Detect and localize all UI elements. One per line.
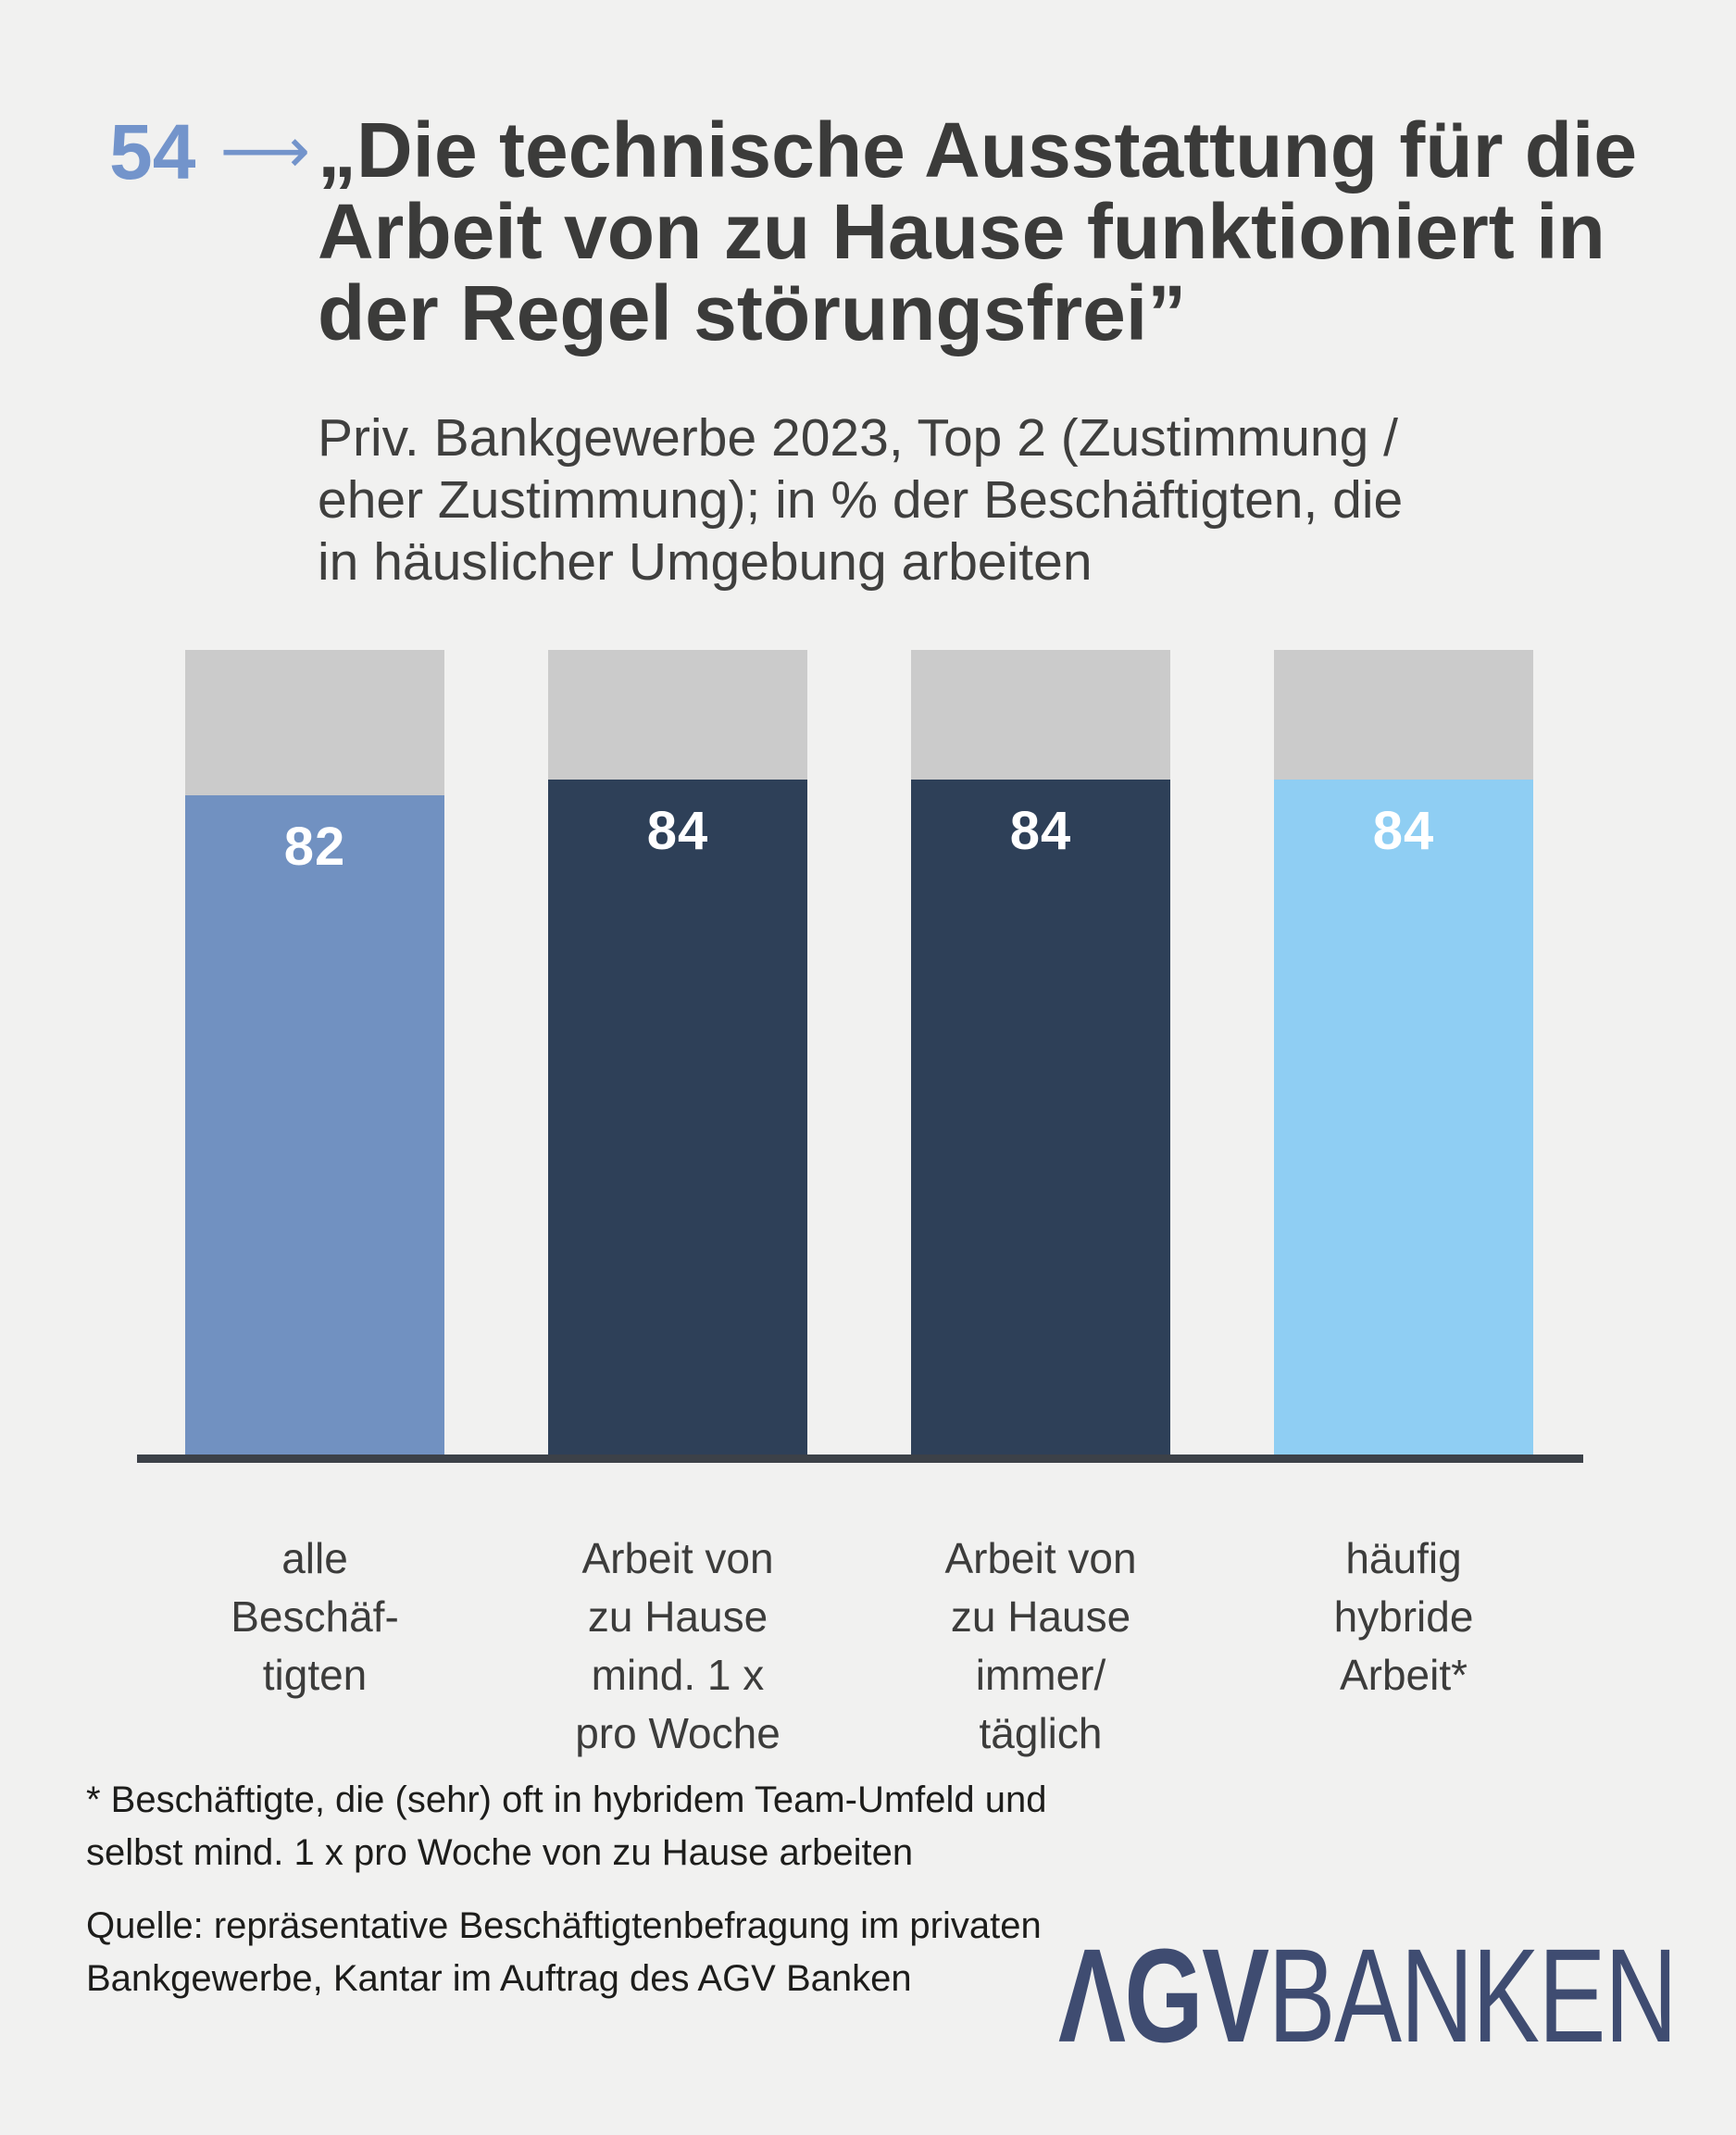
- bar-value-label: 82: [283, 817, 346, 878]
- bar-value-segment: [1274, 780, 1533, 1458]
- category-label-line: tigten: [262, 1651, 368, 1699]
- category-label-line: zu Hause: [587, 1592, 768, 1641]
- subtitle-line: Priv. Bankgewerbe 2023, Top 2 (Zustimmung /: [318, 408, 1398, 468]
- footnote-line: selbst mind. 1 x pro Woche von zu Hause arbeiten: [86, 1832, 914, 1873]
- category-label-line: immer/: [975, 1651, 1106, 1699]
- bar-value-segment: [911, 780, 1170, 1458]
- category-label-alle-beschaeftigten: [133, 1529, 496, 1704]
- category-label-line: zu Hause: [950, 1592, 1131, 1641]
- bar-remainder-segment: [185, 650, 444, 795]
- source-line: Bankgewerbe, Kantar im Auftrag des AGV Banken: [86, 1958, 912, 1999]
- bar-remainder-segment: [1274, 650, 1533, 780]
- category-label-line: alle: [281, 1534, 348, 1582]
- category-label-line: Arbeit von: [581, 1534, 774, 1582]
- category-label-line: mind. 1 x: [591, 1651, 765, 1699]
- bar-value-label: 84: [646, 800, 709, 861]
- bar-haeufig-hybride-arbeit: [1274, 650, 1533, 1458]
- bar-alle-beschaeftigten: [185, 650, 444, 1458]
- category-label-immer-taeglich: [859, 1529, 1222, 1763]
- bar-mind-1x-pro-woche: [548, 650, 807, 1458]
- category-label-line: pro Woche: [575, 1709, 781, 1757]
- bar-immer-taeglich: [911, 650, 1170, 1458]
- subtitle-line: in häuslicher Umgebung arbeiten: [318, 532, 1093, 592]
- title-line: Arbeit von zu Hause funktioniert in: [318, 188, 1605, 275]
- bar-remainder-segment: [548, 650, 807, 780]
- title-line: „Die technische Ausstattung für die: [318, 106, 1638, 194]
- logo-text-light: BANKEN: [1268, 1921, 1677, 2070]
- category-label-line: häufig: [1345, 1534, 1462, 1582]
- long-right-arrow-icon: ⟶: [219, 115, 308, 188]
- x-axis-line: [137, 1455, 1583, 1463]
- category-label-mind-1x-pro-woche: [496, 1529, 859, 1763]
- footnote: [86, 1774, 1047, 1879]
- source-line: Quelle: repräsentative Beschäftigtenbefragung im privaten: [86, 1905, 1042, 1946]
- bar-value-segment: [548, 780, 807, 1458]
- bar-value-label: 84: [1372, 800, 1435, 861]
- slide-number: 54: [109, 108, 196, 195]
- category-label-haeufig-hybride-arbeit: [1222, 1529, 1585, 1704]
- category-label-line: Beschäf-: [231, 1592, 399, 1641]
- title-line: der Regel störungsfrei”: [318, 269, 1187, 356]
- category-label-line: Arbeit von: [944, 1534, 1137, 1582]
- bar-remainder-segment: [911, 650, 1170, 780]
- logo-text-bold: ΛGV: [1058, 1921, 1268, 2070]
- page-title: [318, 106, 1638, 356]
- footnote-line: * Beschäftigte, die (sehr) oft in hybridem Team-Umfeld und: [86, 1779, 1047, 1820]
- category-label-line: hybride: [1333, 1592, 1474, 1641]
- subtitle-line: eher Zustimmung); in % der Beschäftigten, die: [318, 470, 1404, 530]
- source-note: [86, 1900, 1042, 2005]
- slide-number-block: [109, 108, 308, 199]
- agv-banken-logo: [1058, 1921, 1677, 2070]
- page-subtitle: [318, 407, 1403, 593]
- bar-value-segment: [185, 795, 444, 1458]
- category-label-line: täglich: [979, 1709, 1103, 1757]
- category-label-line: Arbeit*: [1339, 1651, 1468, 1699]
- bar-value-label: 84: [1009, 800, 1072, 861]
